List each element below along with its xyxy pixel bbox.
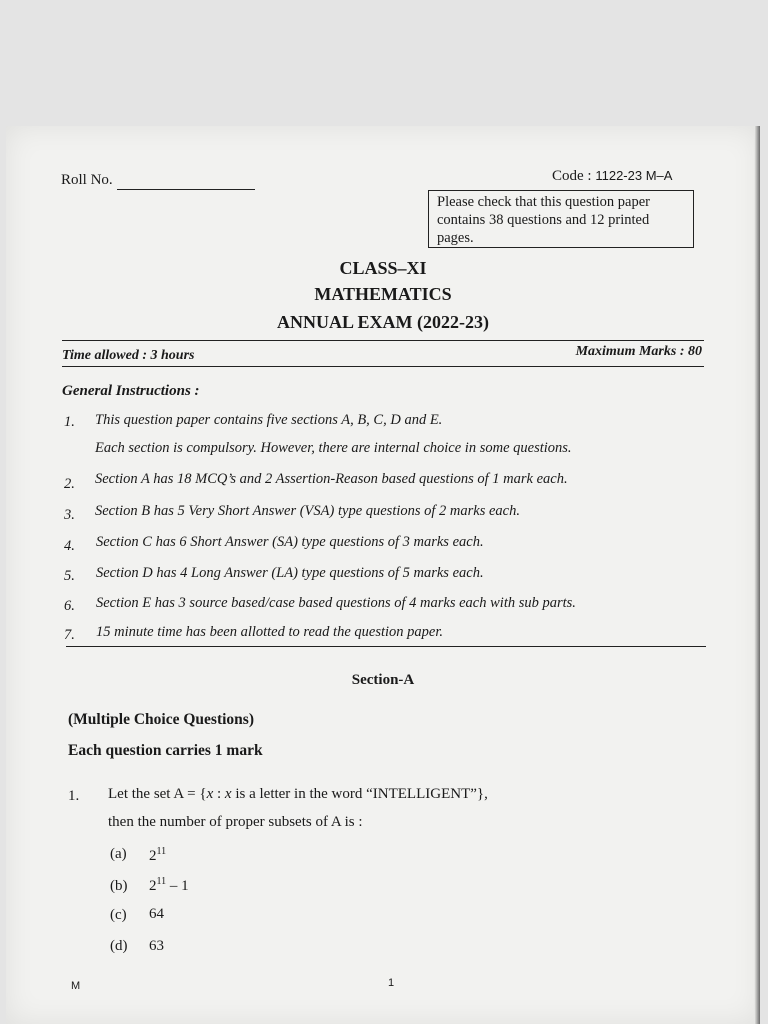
option-label: (d) xyxy=(110,938,128,954)
instruction-number: 4. xyxy=(64,538,75,554)
instructions-heading: General Instructions : xyxy=(62,383,200,399)
question-number: 1. xyxy=(68,788,80,804)
instruction-text: This question paper contains five sections A, B, C, D and E. xyxy=(95,412,443,428)
question-text-segment: Let the set A = { xyxy=(108,786,207,802)
roll-number-blank-line xyxy=(117,172,255,190)
instruction-number: 7. xyxy=(64,627,75,643)
subject-title: MATHEMATICS xyxy=(314,284,452,304)
paper-code xyxy=(552,168,672,185)
option-value: 63 xyxy=(149,938,164,954)
footer-code-mark: M xyxy=(71,980,81,992)
instruction-number: 2. xyxy=(64,476,75,492)
instruction-text: 15 minute time has been allotted to read the question paper. xyxy=(96,624,444,640)
question-text-line2: then the number of proper subsets of A is : xyxy=(108,814,363,830)
option-label: (b) xyxy=(110,878,128,894)
page-check-notice-text: Please check that this question paper contains 38 questions and 12 printed pages. xyxy=(437,194,651,246)
option-rest: – 1 xyxy=(166,878,189,894)
instruction-text: Section A has 18 MCQ’s and 2 Assertion-Reason based questions of 1 mark each. xyxy=(95,471,568,487)
instruction-text: Section D has 4 Long Answer (LA) type questions of 5 marks each. xyxy=(96,565,484,581)
option-label: (c) xyxy=(110,907,127,923)
exam-title: ANNUAL EXAM (2022-23) xyxy=(277,312,489,332)
option-base: 2 xyxy=(149,848,157,864)
question-text-segment: : xyxy=(213,786,225,802)
instruction-number: 6. xyxy=(64,598,75,614)
page-number: 1 xyxy=(388,977,395,989)
instruction-number: 3. xyxy=(64,507,75,523)
option-value xyxy=(149,846,166,865)
question-text-line1 xyxy=(108,786,488,803)
roll-number-label: Roll No. xyxy=(61,172,113,188)
header-rule-bottom xyxy=(62,366,704,367)
instruction-text: Each section is compulsory. However, there are internal choice in some questions. xyxy=(95,440,572,456)
option-label: (a) xyxy=(110,846,127,862)
section-subtitle: (Multiple Choice Questions) xyxy=(68,711,254,728)
instruction-text: Section B has 5 Very Short Answer (VSA) type questions of 2 marks each. xyxy=(95,503,520,519)
option-value xyxy=(149,876,189,895)
time-allowed: Time allowed : 3 hours xyxy=(62,348,195,363)
maximum-marks: Maximum Marks : 80 xyxy=(575,344,702,359)
option-base: 2 xyxy=(149,878,157,894)
question-text-segment: is a letter in the word “INTELLIGENT”}, xyxy=(231,786,488,802)
question-variable: x xyxy=(206,786,214,802)
instruction-number: 5. xyxy=(64,568,75,584)
roll-number-field xyxy=(61,172,255,190)
section-title: Section-A xyxy=(351,672,415,688)
question-variable: x xyxy=(224,786,232,802)
option-exponent: 11 xyxy=(156,876,167,887)
exam-paper-sheet xyxy=(6,126,760,1024)
instruction-text: Section C has 6 Short Answer (SA) type questions of 3 marks each. xyxy=(96,534,484,550)
instructions-end-rule xyxy=(66,646,706,647)
paper-code-label: Code : xyxy=(552,168,592,184)
header-rule-top xyxy=(62,340,704,341)
class-title: CLASS–XI xyxy=(339,258,427,278)
option-exponent: 11 xyxy=(156,846,167,857)
instruction-number: 1. xyxy=(64,414,75,430)
paper-code-value: 1122-23 M–A xyxy=(595,168,673,183)
section-marks-note: Each question carries 1 mark xyxy=(68,742,263,759)
instruction-text: Section E has 3 source based/case based questions of 4 marks each with sub parts. xyxy=(96,595,576,611)
page-check-notice-box xyxy=(428,190,694,248)
option-value: 64 xyxy=(149,906,164,922)
